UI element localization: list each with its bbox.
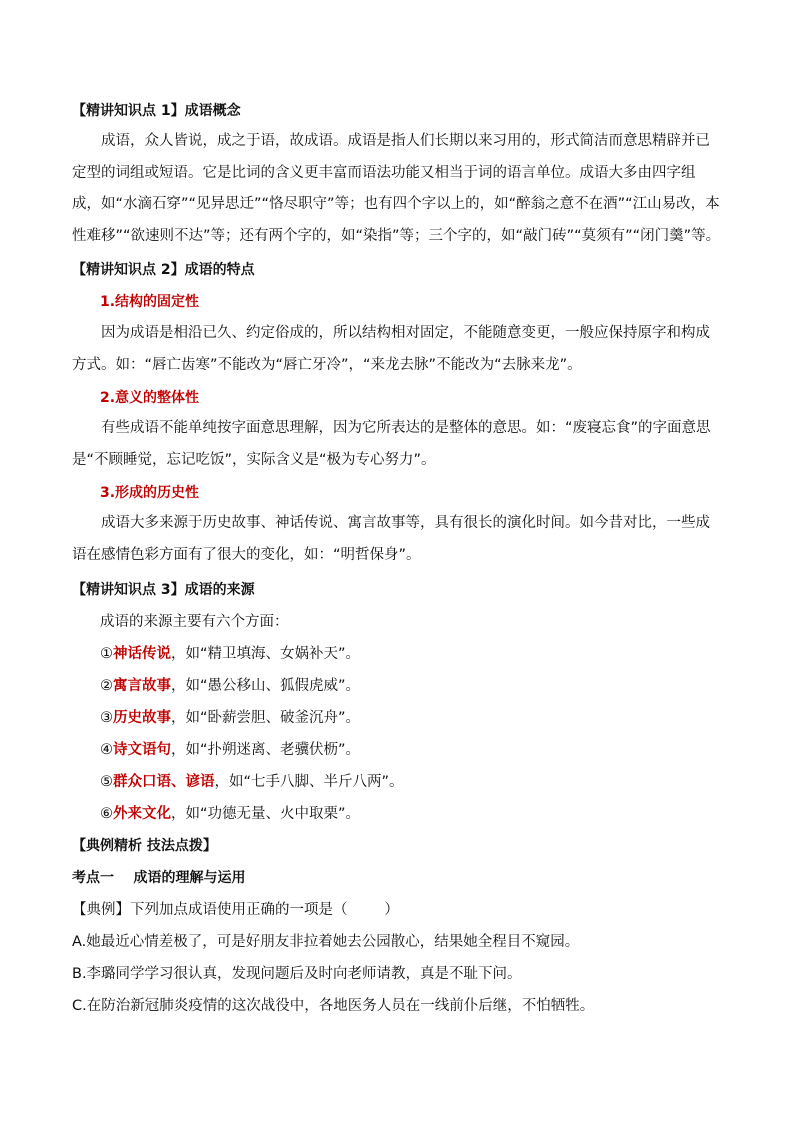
examples-heading: 【典例精析 技法点拨】 xyxy=(72,838,217,854)
source-name: 诗文语句 xyxy=(113,742,171,758)
source-name: 历史故事 xyxy=(113,710,171,726)
feature-1-title: 1.结构的固定性 xyxy=(100,294,200,310)
feature-3-title: 3.形成的历史性 xyxy=(100,485,200,501)
section1-paragraph: 成语，众人皆说，成之于语，故成语。成语是指人们长期以来习用的，形式简洁而意思精辟并已定型的词组或短语。它是比词的含义更丰富而语法功能又相当于词的语言单位。成语大多由四字组成，如“水滴石穿”“见异思迁”“恪尽职守”等；也有四个字以上的，如“醉翁之意不在酒”“江山易改，本性难移”“欲速则不达”等；还有两个字的，如“染指”等；三个字的，如“敲门砖”“莫须有”“闭门羹”等。 xyxy=(72,133,721,244)
section1-heading: 【精讲知识点 1】成语概念 xyxy=(72,103,241,119)
source-name: 外来文化 xyxy=(113,806,171,822)
source-number: ⑤ xyxy=(100,774,113,790)
feature-2-paragraph: 有些成语不能单纯按字面意思理解，因为它所表达的是整体的意思。如：“废寝忘食”的字面意思是“不顾睡觉，忘记吃饭”，实际含义是“极为专心努力”。 xyxy=(72,420,711,468)
source-name: 群众口语、谚语 xyxy=(113,774,215,790)
feature-3-paragraph: 成语大多来源于历史故事、神话传说、寓言故事等，具有很长的演化时间。如今昔对比，一些成语在感情色彩方面有了很大的变化，如：“明哲保身”。 xyxy=(72,515,710,563)
sources-intro: 成语的来源主要有六个方面： xyxy=(100,614,289,630)
source-example: ，如“卧薪尝胆、破釜沉舟”。 xyxy=(171,710,361,726)
source-number: ② xyxy=(100,678,113,694)
source-example: ，如“扑朔迷离、老骥伏枥”。 xyxy=(171,742,361,758)
source-name: 寓言故事 xyxy=(113,678,171,694)
source-item xyxy=(100,772,404,792)
source-number: ③ xyxy=(100,710,113,726)
source-example: ，如“愚公移山、狐假虎威”。 xyxy=(171,678,361,694)
source-example: ，如“七手八脚、半斤八两”。 xyxy=(214,774,404,790)
source-example: ，如“精卫填海、女娲补天”。 xyxy=(171,646,361,662)
source-number: ① xyxy=(100,646,113,662)
section2-heading: 【精讲知识点 2】成语的特点 xyxy=(72,262,255,278)
option-c: C.在防治新冠肺炎疫情的这次战役中，各地医务人员在一线前仆后继，不怕牺牲。 xyxy=(72,998,595,1014)
section3-heading: 【精讲知识点 3】成语的来源 xyxy=(72,582,255,598)
feature-2-title: 2.意义的整体性 xyxy=(100,390,200,406)
option-b: B.李璐同学学习很认真，发现问题后及时向老师请教，真是不耻下问。 xyxy=(72,966,522,982)
source-item xyxy=(100,804,360,824)
feature-1-paragraph: 因为成语是相沿已久、约定俗成的，所以结构相对固定，不能随意变更，一般应保持原字和构成方式。如：“唇亡齿寒”不能改为“唇亡牙冷”，“来龙去脉”不能改为“去脉来龙”。 xyxy=(72,325,710,373)
exam-point-title: 考点一 成语的理解与运用 xyxy=(72,870,246,886)
source-item xyxy=(100,740,360,760)
source-name: 神话传说 xyxy=(113,646,171,662)
source-item xyxy=(100,676,360,696)
source-number: ⑥ xyxy=(100,806,113,822)
source-item xyxy=(100,708,360,728)
source-number: ④ xyxy=(100,742,113,758)
source-example: ，如“功德无量、火中取栗”。 xyxy=(171,806,361,822)
example-question: 【典例】下列加点成语使用正确的一项是（ ） xyxy=(72,902,399,918)
source-item xyxy=(100,644,360,664)
option-a: A.她最近心情差极了，可是好朋友非拉着她去公园散心，结果她全程目不窥园。 xyxy=(72,934,580,950)
